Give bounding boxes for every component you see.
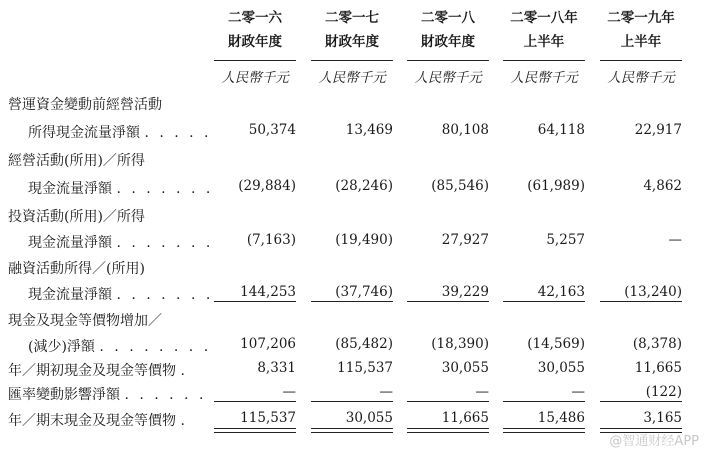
leader-dots: . <box>180 413 188 429</box>
subtotal-rule <box>600 301 682 302</box>
col-header-line1: 二零一八年 <box>510 10 578 26</box>
leader-dots: . . . . . . . <box>116 235 214 251</box>
row-label-text: 現金流量淨額 <box>28 181 112 197</box>
header-underline <box>311 60 393 61</box>
subtotal-rule <box>503 401 585 402</box>
total-double-rule <box>214 428 296 433</box>
row-label-text: 現金流量淨額 <box>28 287 112 303</box>
col-header-line1: 二零一七 <box>325 10 379 26</box>
total-double-rule <box>407 428 489 433</box>
col-unit: 人民幣千元 <box>221 70 289 86</box>
table-cell: 107,206 <box>240 336 296 352</box>
table-cell: (14,569) <box>527 336 585 352</box>
col-header-2017 <box>309 10 395 50</box>
table-cell: — <box>571 384 585 400</box>
total-double-rule <box>311 428 393 433</box>
row-label: 投資活動(所用)／所得 <box>8 209 145 225</box>
subtotal-rule <box>311 301 393 302</box>
row-label-text: 年／期末現金及現金等價物 <box>8 413 176 429</box>
table-cell: 15,486 <box>537 410 585 426</box>
watermark: @智通财经APP <box>609 434 699 449</box>
row-label: 營運資金變動前經營活動 <box>8 97 162 113</box>
col-header-2018 <box>405 10 491 50</box>
table-cell: 13,469 <box>345 122 393 138</box>
table-cell: 115,537 <box>337 360 393 376</box>
table-cell: 30,055 <box>537 360 585 376</box>
table-cell: 42,163 <box>537 284 585 300</box>
row-label: 經營活動(所用)／所得 <box>8 153 145 169</box>
subtotal-rule <box>311 401 393 402</box>
row-label <box>28 232 213 252</box>
col-header-2019h1 <box>598 10 684 50</box>
leader-dots: . . . . . . . <box>116 181 214 197</box>
leader-dots: . . . . . <box>144 125 212 141</box>
subtotal-rule <box>214 401 296 402</box>
subtotal-rule <box>407 301 489 302</box>
header-underline <box>214 60 296 61</box>
table-cell: (18,390) <box>431 336 489 352</box>
row-label <box>28 284 213 304</box>
col-header-line2: 財政年度 <box>325 34 379 50</box>
table-cell: 4,862 <box>643 178 682 194</box>
col-header-line2: 財政年度 <box>228 34 282 50</box>
table-cell: 30,055 <box>441 360 489 376</box>
table-cell: 27,927 <box>441 232 489 248</box>
table-cell: 80,108 <box>441 122 489 138</box>
row-label-text: 匯率變動影響淨額 <box>8 387 120 403</box>
row-label <box>28 122 212 142</box>
col-header-line1: 二零一八 <box>421 10 475 26</box>
row-label <box>28 336 211 356</box>
table-cell: (85,546) <box>431 178 489 194</box>
subtotal-rule <box>503 301 585 302</box>
col-unit: 人民幣千元 <box>607 70 675 86</box>
table-cell: — <box>379 384 393 400</box>
table-cell: (8,378) <box>632 336 682 352</box>
table-cell: 50,374 <box>248 122 296 138</box>
table-cell: (13,240) <box>624 284 682 300</box>
header-underline <box>503 60 585 61</box>
col-unit: 人民幣千元 <box>318 70 386 86</box>
table-cell: 8,331 <box>257 360 296 376</box>
table-cell: (122) <box>645 384 682 400</box>
col-header-line2: 上半年 <box>620 34 662 50</box>
col-header-line1: 二零一六 <box>228 10 282 26</box>
table-cell: (7,163) <box>246 232 296 248</box>
table-cell: 11,665 <box>634 360 682 376</box>
row-label-text: 現金流量淨額 <box>28 235 112 251</box>
total-double-rule <box>503 428 585 433</box>
table-cell: 144,253 <box>240 284 296 300</box>
row-label-text: 年／期初現金及現金等價物 <box>8 363 176 379</box>
table-cell: 11,665 <box>441 410 489 426</box>
row-label <box>8 410 188 430</box>
table-cell: (37,746) <box>335 284 393 300</box>
leader-dots: . <box>180 363 188 379</box>
col-unit: 人民幣千元 <box>510 70 578 86</box>
table-cell: — <box>282 384 296 400</box>
table-cell: 39,229 <box>441 284 489 300</box>
col-header-2018h1 <box>501 10 587 50</box>
table-cell: (85,482) <box>335 336 393 352</box>
row-label <box>8 360 188 380</box>
header-underline <box>407 60 489 61</box>
table-cell: 5,257 <box>546 232 585 248</box>
table-cell: (19,490) <box>335 232 393 248</box>
table-cell: (28,246) <box>335 178 393 194</box>
subtotal-rule <box>600 401 682 402</box>
leader-dots: . . . . . . <box>124 387 207 403</box>
table-cell: — <box>475 384 489 400</box>
table-cell: 30,055 <box>345 410 393 426</box>
row-label: 現金及現金等價物增加／ <box>8 313 162 329</box>
col-header-line1: 二零一九年 <box>607 10 675 26</box>
leader-dots: . . . . . . . <box>116 287 214 303</box>
row-label-text: (減少)淨額 <box>28 339 95 355</box>
table-cell: — <box>668 232 682 248</box>
col-header-line2: 上半年 <box>523 34 565 50</box>
table-cell: 64,118 <box>537 122 585 138</box>
table-cell: (61,989) <box>527 178 585 194</box>
table-cell: (29,884) <box>238 178 296 194</box>
row-label-text: 所得現金流量淨額 <box>28 125 140 141</box>
col-unit: 人民幣千元 <box>414 70 482 86</box>
row-label <box>28 178 213 198</box>
row-label: 融資活動所得／(所用) <box>8 261 145 277</box>
subtotal-rule <box>214 301 296 302</box>
header-underline <box>600 60 682 61</box>
leader-dots: . . . . . . . . <box>99 339 212 355</box>
row-label <box>8 384 206 404</box>
table-cell: 115,537 <box>240 410 296 426</box>
subtotal-rule <box>407 401 489 402</box>
col-header-2016 <box>212 10 298 50</box>
col-header-line2: 財政年度 <box>421 34 475 50</box>
table-cell: 22,917 <box>634 122 682 138</box>
table-cell: 3,165 <box>643 410 682 426</box>
